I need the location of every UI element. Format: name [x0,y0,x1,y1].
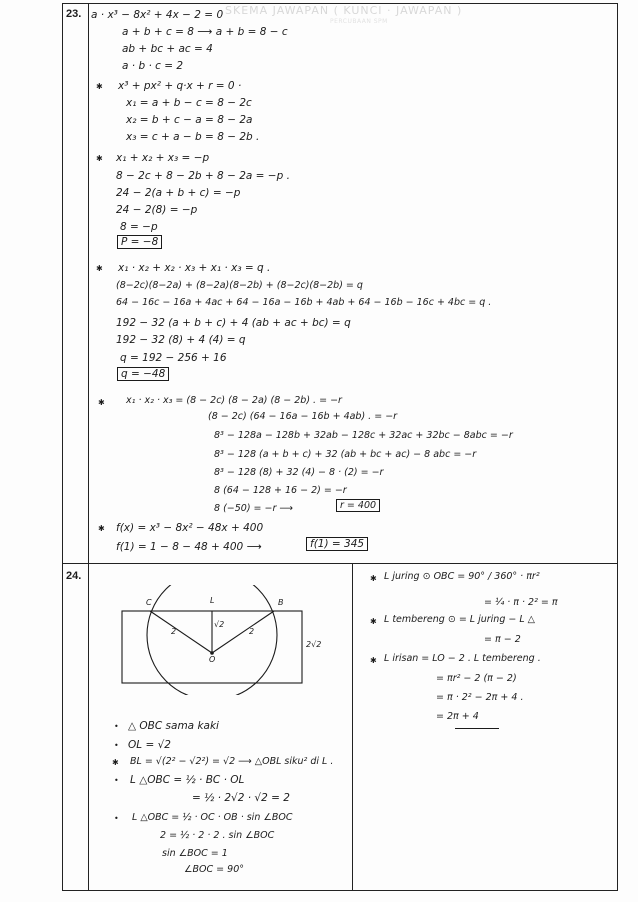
q24-right-line: L juring ⊙ OBC = 90° / 360° · πr² [384,571,540,582]
final-answer-underline [455,728,499,729]
row-divider [62,563,618,564]
bullet-icon: ✱ [370,656,377,665]
q23-line: 8 (−50) = −r ⟶ [214,503,294,514]
q23-answer-p [117,236,162,248]
question-number-23: 23. [66,8,82,20]
q23-line: q = 192 − 256 + 16 [120,352,227,364]
bullet-icon: ✱ [112,758,119,767]
q24-right-line: L tembereng ⊙ = L juring − L △ [384,614,535,625]
bullet-icon: ✱ [96,154,103,163]
header-watermark-sub: PERCUBAAN SPM [330,18,388,25]
q23-line: (8 − 2c) (64 − 16a − 16b + 4ab) . = −r [208,411,398,422]
q24-left-line: sin ∠BOC = 1 [162,848,228,859]
radius-ob [212,611,274,653]
q23-line: 24 − 2(a + b + c) = −p [116,187,241,199]
q23-line: 8 = −p [120,221,158,233]
label-side-right: 2 [249,627,255,636]
question-number-24: 24. [66,570,82,582]
q23-line: a · b · c = 2 [122,60,184,72]
q24-right-line: = πr² − 2 (π − 2) [436,673,517,684]
q24-right-line: = π · 2² − 2π + 4 . [436,692,524,703]
q23-line: x₁ · x₂ · x₃ = (8 − 2c) (8 − 2a) (8 − 2b) . = −r [126,395,342,406]
label-b: B [278,598,284,607]
bullet-icon: ✱ [98,524,105,533]
q23-line: x³ + px² + q·x + r = 0 · [118,80,242,92]
bullet-icon: ✱ [370,617,377,626]
label-center: √2 [214,620,225,629]
q24-left-line: 2 = ½ · 2 · 2 . sin ∠BOC [160,830,275,841]
q23-line: x₁ = a + b − c = 8 − 2c [126,97,252,109]
radius-oc [150,611,212,653]
boxed-answer: P = −8 [117,235,162,249]
bullet-icon: • [114,741,119,750]
q23-line: a + b + c = 8 ⟶ a + b = 8 − c [122,26,288,38]
q23-line: f(1) = 1 − 8 − 48 + 400 ⟶ [116,541,262,553]
q24-left-line: L △OBC = ½ · OC · OB · sin ∠BOC [132,812,293,823]
q24-left-line: OL = √2 [128,739,171,751]
boxed-answer: f(1) = 345 [306,537,368,551]
boxed-answer: q = −48 [117,367,169,381]
q23-answer-f1 [306,538,368,550]
q23-line: 192 − 32 (a + b + c) + 4 (ab + ac + bc) = q [116,317,351,329]
label-c: C [146,598,152,607]
q24-left-line: ∠BOC = 90° [184,864,244,875]
q23-line: 8³ − 128 (8) + 32 (4) − 8 · (2) = −r [214,467,384,478]
q23-line: x₁ + x₂ + x₃ = −p [116,152,210,164]
number-column-divider [88,3,89,891]
label-side-left: 2 [171,627,177,636]
q23-line: x₁ · x₂ + x₂ · x₃ + x₁ · x₃ = q . [118,262,271,274]
q23-line: 64 − 16c − 16a + 4ac + 64 − 16a − 16b + 4ab + 64 − 16b − 16c + 4bc = q . [116,297,492,308]
header-watermark: SKEMA JAWAPAN ( KUNCI · JAWAPAN ) [225,4,463,17]
q24-right-line: = ¼ · π · 2² = π [484,597,558,608]
q24-right-line: = 2π + 4 [436,711,479,722]
q23-line: x₂ = b + c − a = 8 − 2a [126,114,253,126]
q24-left-line: L △OBC = ½ · BC · OL [130,774,245,786]
bullet-icon: • [114,722,119,731]
q24-right-line: = π − 2 [484,634,521,645]
q24-column-divider [352,563,353,891]
q24-right-line: L irisan = LO − 2 . L tembereng . [384,653,541,664]
q23-line: 8³ − 128 (a + b + c) + 32 (ab + bc + ac) − 8 abc = −r [214,449,477,460]
bullet-icon: ✱ [96,264,103,273]
bullet-icon: ✱ [370,574,377,583]
q23-line: 8 (64 − 128 + 16 − 2) = −r [214,485,347,496]
q23-line: x₃ = c + a − b = 8 − 2b . [126,131,260,143]
bullet-icon: • [114,776,119,785]
bullet-icon: ✱ [96,82,103,91]
bullet-icon: ✱ [98,398,105,407]
q24-left-line: BL = √(2² − √2²) = √2 ⟶ △OBL siku² di L . [130,756,334,767]
q23-line: 8³ − 128a − 128b + 32ab − 128c + 32ac + 32bc − 8abc = −r [214,430,513,441]
label-o: O [209,655,216,664]
q23-answer-r [336,500,380,512]
q23-line: f(x) = x³ − 8x² − 48x + 400 [116,522,264,534]
q23-line: a · x³ − 8x² + 4x − 2 = 0 [91,9,224,21]
q23-line: ab + bc + ac = 4 [122,43,213,55]
label-right-side: 2√2 [306,640,322,649]
q23-answer-q [117,368,169,380]
q23-line: 8 − 2c + 8 − 2b + 8 − 2a = −p . [116,170,290,182]
label-l: L [210,596,215,605]
q24-left-line: △ OBC sama kaki [128,720,219,732]
bullet-icon: • [114,814,119,823]
q23-line: 192 − 32 (8) + 4 (4) = q [116,334,246,346]
boxed-answer: r = 400 [336,499,380,512]
q23-line: 24 − 2(8) = −p [116,204,198,216]
q23-line: (8−2c)(8−2a) + (8−2a)(8−2b) + (8−2c)(8−2b) = q [116,280,363,291]
q24-left-line: = ½ · 2√2 · √2 = 2 [192,792,290,804]
